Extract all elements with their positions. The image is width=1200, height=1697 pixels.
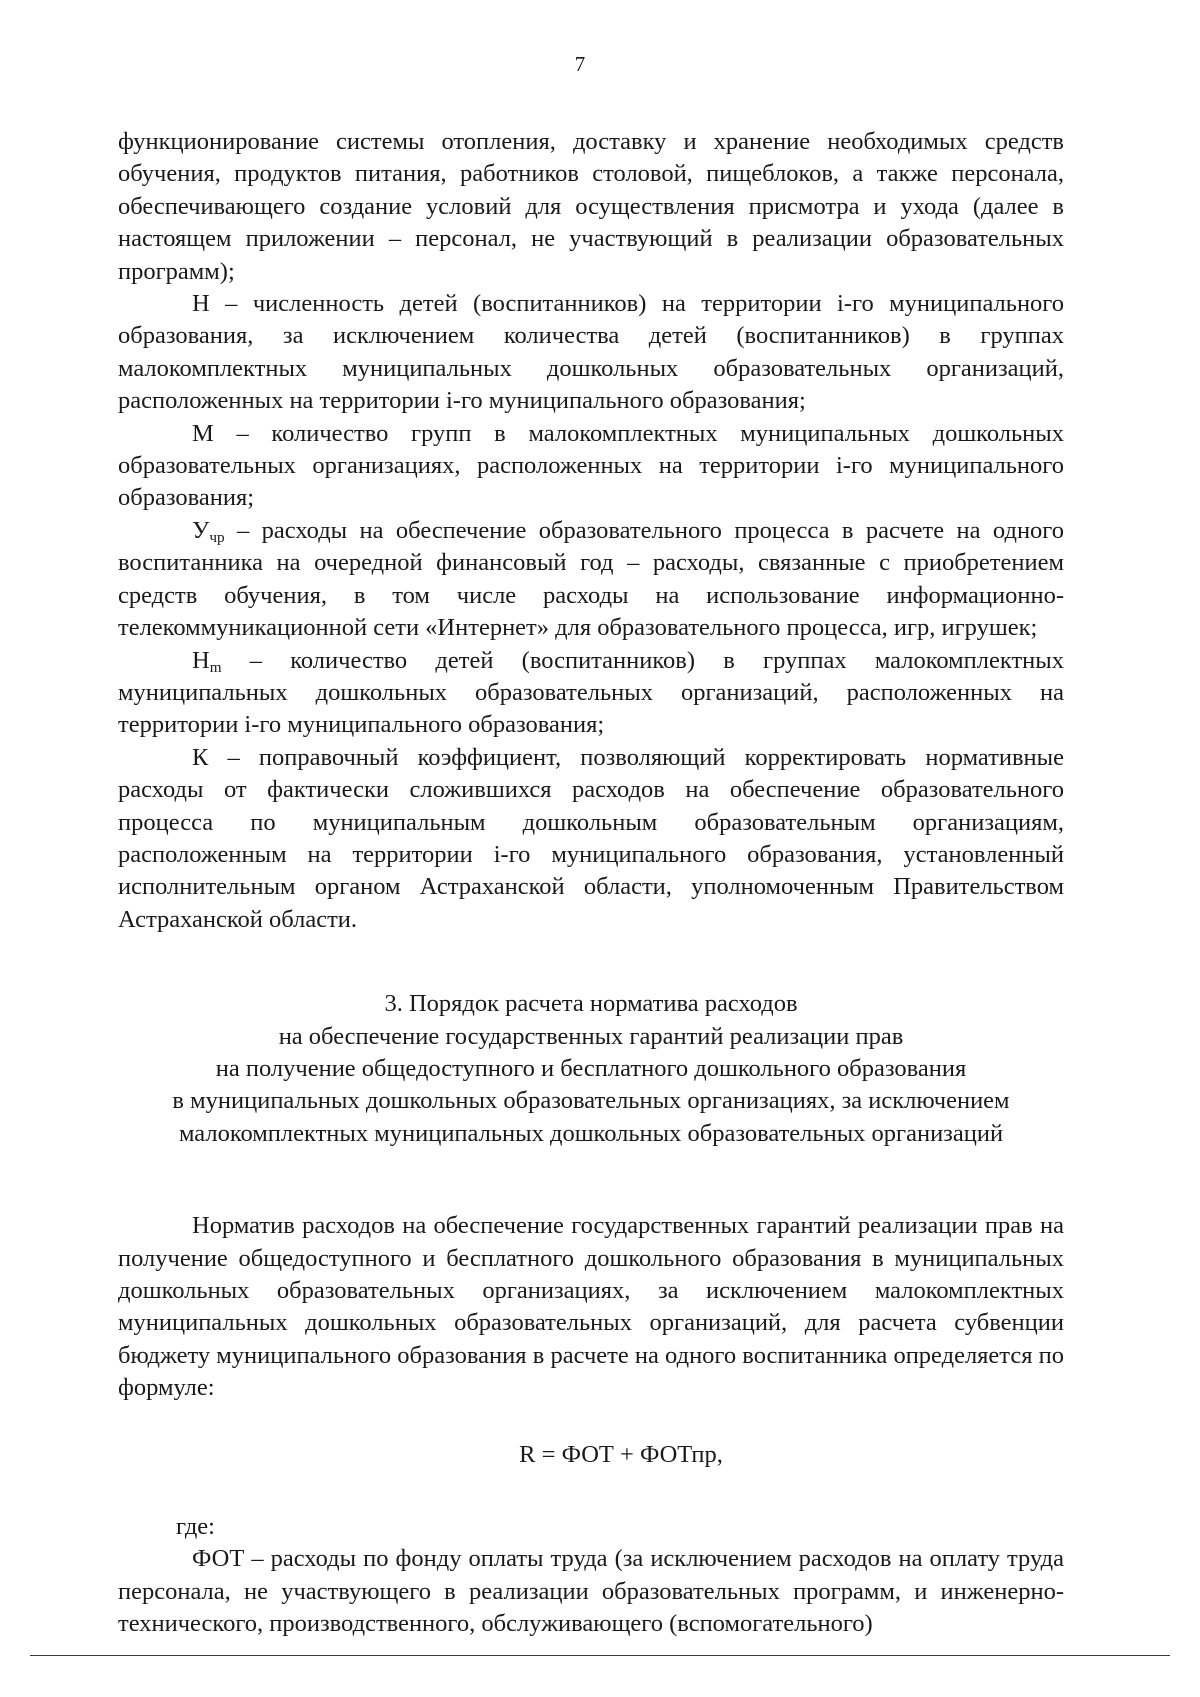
paragraph-continuation: функционирование системы отопления, доставку и хранение необходимых средств обучения, продуктов питания, работников столовой, пищеблоков, а также персонала, обеспечивающего создание условий для осуществления присмотра и ухода (далее в настоящем приложении – персонал, не участвующий в реализации образовательных программ); bbox=[118, 128, 1064, 285]
formula: R = ФОТ + ФОТпр, bbox=[519, 1440, 723, 1468]
ucr-subscript: чр bbox=[209, 528, 225, 546]
section-heading-line: на обеспечение государственных гарантий реализации прав bbox=[278, 1022, 904, 1050]
document-body bbox=[118, 126, 1064, 1641]
hm-text: – количество детей (воспитанников) в группах малокомплектных муниципальных дошкольных образовательных организаций, расположенных на территории i-го муниципального образования; bbox=[118, 646, 1064, 739]
ucr-text: – расходы на обеспечение образовательного процесса в расчете на одного воспитанника на очередной финансовый год – расходы, связанные с приобретением средств обучения, в том числе расходы на использование информационно-телекоммуникационной сети «Интернет» для образовательного процесса, игр, игрушек; bbox=[118, 516, 1064, 642]
bottom-divider bbox=[30, 1655, 1170, 1656]
hm-symbol: Н bbox=[192, 646, 210, 674]
paragraph-hm-definition bbox=[118, 645, 1064, 742]
section-heading bbox=[118, 988, 1064, 1150]
section-heading-line: 3. Порядок расчета норматива расходов bbox=[384, 990, 798, 1018]
page-number: 7 bbox=[574, 52, 586, 76]
paragraph-n-definition: Н – численность детей (воспитанников) на территории i-го муниципального образования, за исключением количества детей (воспитанников) в группах малокомплектных муниципальных дошкольных образовательных организаций, расположенных на территории i-го муниципального образования; bbox=[118, 290, 1064, 415]
ucr-symbol: У bbox=[192, 516, 210, 544]
section-heading-line: на получение общедоступного и бесплатного дошкольного образования bbox=[215, 1054, 967, 1082]
section-heading-line: в муниципальных дошкольных образовательных организациях, за исключением bbox=[172, 1087, 1010, 1115]
paragraph-fot-definition: ФОТ – расходы по фонду оплаты труда (за исключением расходов на оплату труда персонала, не участвующего в реализации образовательных программ, и инженерно-технического, производственного, обслуживающего (вспомогательного) bbox=[118, 1545, 1064, 1638]
paragraph-k-definition: К – поправочный коэффициент, позволяющий корректировать нормативные расходы от фактически сложившихся расходов на обеспечение образовательного процесса по муниципальным дошкольным образовательным организациям, расположенным на территории i-го муниципального образования, установленный исполнительным органом Астраханской области, уполномоченным Правительством Астраханской области. bbox=[118, 743, 1064, 933]
paragraph-m-definition: М – количество групп в малокомплектных муниципальных дошкольных образовательных организациях, расположенных на территории i-го муниципального образования; bbox=[118, 419, 1064, 512]
where-label: где: bbox=[176, 1513, 215, 1541]
hm-subscript: m bbox=[209, 658, 222, 676]
section-heading-line: малокомплектных муниципальных дошкольных образовательных организаций bbox=[178, 1119, 1004, 1147]
paragraph-normativ: Норматив расходов на обеспечение государственных гарантий реализации прав на получение общедоступного и бесплатного дошкольного образования в муниципальных дошкольных образовательных организациях, за исключением малокомплектных муниципальных дошкольных образовательных организаций, для расчета субвенции бюджету муниципального образования в расчете на одного воспитанника определяется по формуле: bbox=[118, 1212, 1064, 1402]
paragraph-ucr-definition bbox=[118, 515, 1064, 645]
